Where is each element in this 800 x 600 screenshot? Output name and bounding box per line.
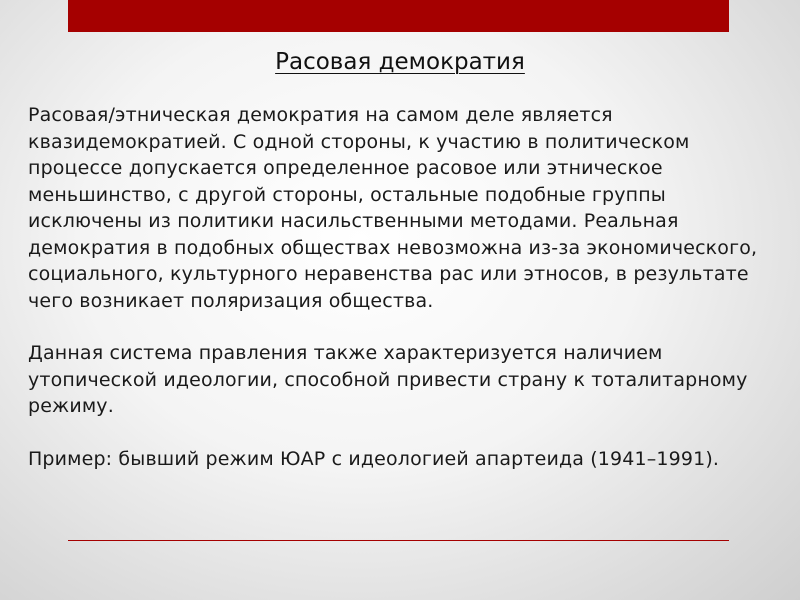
slide-title xyxy=(0,47,800,77)
bottom-divider-line xyxy=(68,540,729,541)
top-accent-bar xyxy=(68,0,729,32)
paragraph-definition: Расовая/этническая демократия на самом деле является квазидемократией. С одной стороны, к участию в политическом процессе допускается определенное расовое или этническое меньшинство, с другой стороны, остальные подобные группы исключены из политики насильственными методами. Реальная демократия в подобных обществах невозможна из-за экономического, социального, культурного неравенства рас или этносов, в результате чего возникает поляризация общества. xyxy=(28,104,758,312)
paragraph-ideology: Данная система правления также характеризуется наличием утопической идеологии, способной привести страну к тоталитарному режиму. xyxy=(28,342,748,417)
slide-title-text: Расовая демократия xyxy=(275,49,525,75)
paragraph-example: Пример: бывший режим ЮАР с идеологией апартеида (1941–1991). xyxy=(28,447,720,470)
slide-body xyxy=(28,102,780,498)
